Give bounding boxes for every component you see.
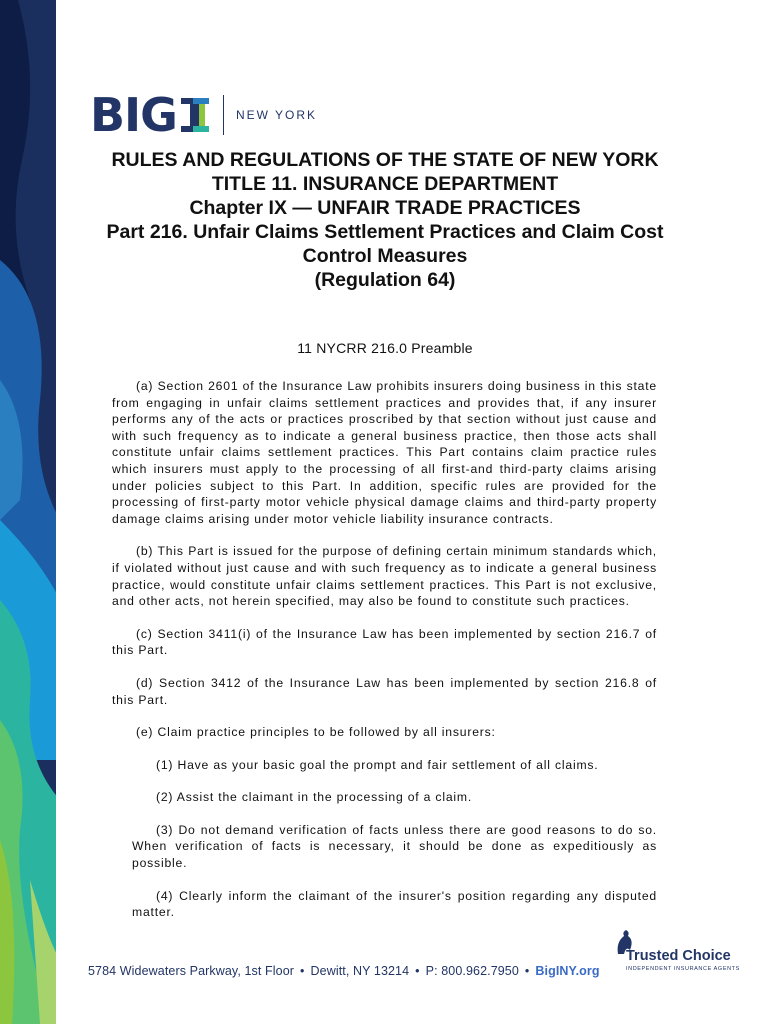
subitem-4: (4) Clearly inform the claimant of the insurer's position regarding any disputed matter. — [132, 888, 657, 920]
subitem-1: (1) Have as your basic goal the prompt and fair settlement of all claims. — [156, 757, 599, 772]
trusted-choice-tagline: INDEPENDENT INSURANCE AGENTS — [626, 966, 740, 972]
trusted-choice-logo — [614, 928, 740, 972]
document-body — [112, 378, 657, 937]
bullet-separator: • — [300, 964, 305, 978]
title-line-1: RULES AND REGULATIONS OF THE STATE OF NEW YORK — [111, 149, 659, 171]
footer-website-link[interactable]: BigINY.org — [535, 964, 600, 978]
footer-city: Dewitt, NY 13214 — [310, 964, 410, 978]
footer-address — [88, 964, 600, 978]
paragraph-b: (b) This Part is issued for the purpose of defining certain minimum standards which, if violated without just cause and with such frequency as to indicate a general business practice, would constitute unfair claims settlement practices. This Part is not exclusive, and other acts, not herein specified, may also be found to constitute such practices. — [112, 544, 657, 609]
document-title — [100, 148, 670, 292]
title-line-2: TITLE 11. INSURANCE DEPARTMENT — [211, 173, 559, 195]
paragraph-e: (e) Claim practice principles to be followed by all insurers: — [136, 725, 496, 740]
title-line-5: (Regulation 64) — [314, 269, 456, 291]
title-line-4: Part 216. Unfair Claims Settlement Practices and Claim Cost Control Measures — [106, 221, 664, 267]
subitem-2: (2) Assist the claimant in the processing of a claim. — [156, 790, 473, 805]
footer-phone: P: 800.962.7950 — [425, 964, 519, 978]
bullet-separator: • — [524, 964, 530, 978]
preamble-heading: 11 NYCRR 216.0 Preamble — [297, 340, 473, 356]
logo-i-mark-icon — [181, 96, 211, 134]
trusted-choice-wordmark: Trusted Choice — [626, 948, 731, 964]
title-line-3: Chapter IX — UNFAIR TRADE PRACTICES — [189, 197, 581, 219]
bullet-separator: • — [415, 964, 420, 978]
footer-street: 5784 Widewaters Parkway, 1st Floor — [88, 964, 295, 978]
paragraph-a: (a) Section 2601 of the Insurance Law prohibits insurers doing business in this state from engaging in unfair claims settlement practices and provides that, if any insurer performs any of the acts or practices proscribed by that section without just cause and with such frequency as to indicate a general business practice, then those acts shall constitute unfair claims settlement practices. This Part contains claim practice rules which insurers must apply to the processing of all first-and third-party claims arising under policies subject to this Part. In addition, specific rules are provided for the processing of first-party motor vehicle physical damage claims and third-party property damage claims arising under motor vehicle liability insurance contracts. — [112, 379, 657, 526]
logo-divider — [223, 95, 224, 135]
paragraph-c: (c) Section 3411(i) of the Insurance Law has been implemented by section 216.7 of this Part. — [112, 626, 657, 658]
big-i-logo — [90, 90, 317, 140]
subitem-3: (3) Do not demand verification of facts unless there are good reasons to do so. When verification of facts is necessary, it should be done as expeditiously as possible. — [132, 822, 657, 871]
decorative-side-art — [0, 0, 60, 1024]
logo-region: NEW YORK — [235, 108, 318, 122]
paragraph-d: (d) Section 3412 of the Insurance Law has been implemented by section 216.8 of this Part. — [112, 675, 657, 707]
logo-wordmark: BIG — [90, 88, 177, 142]
